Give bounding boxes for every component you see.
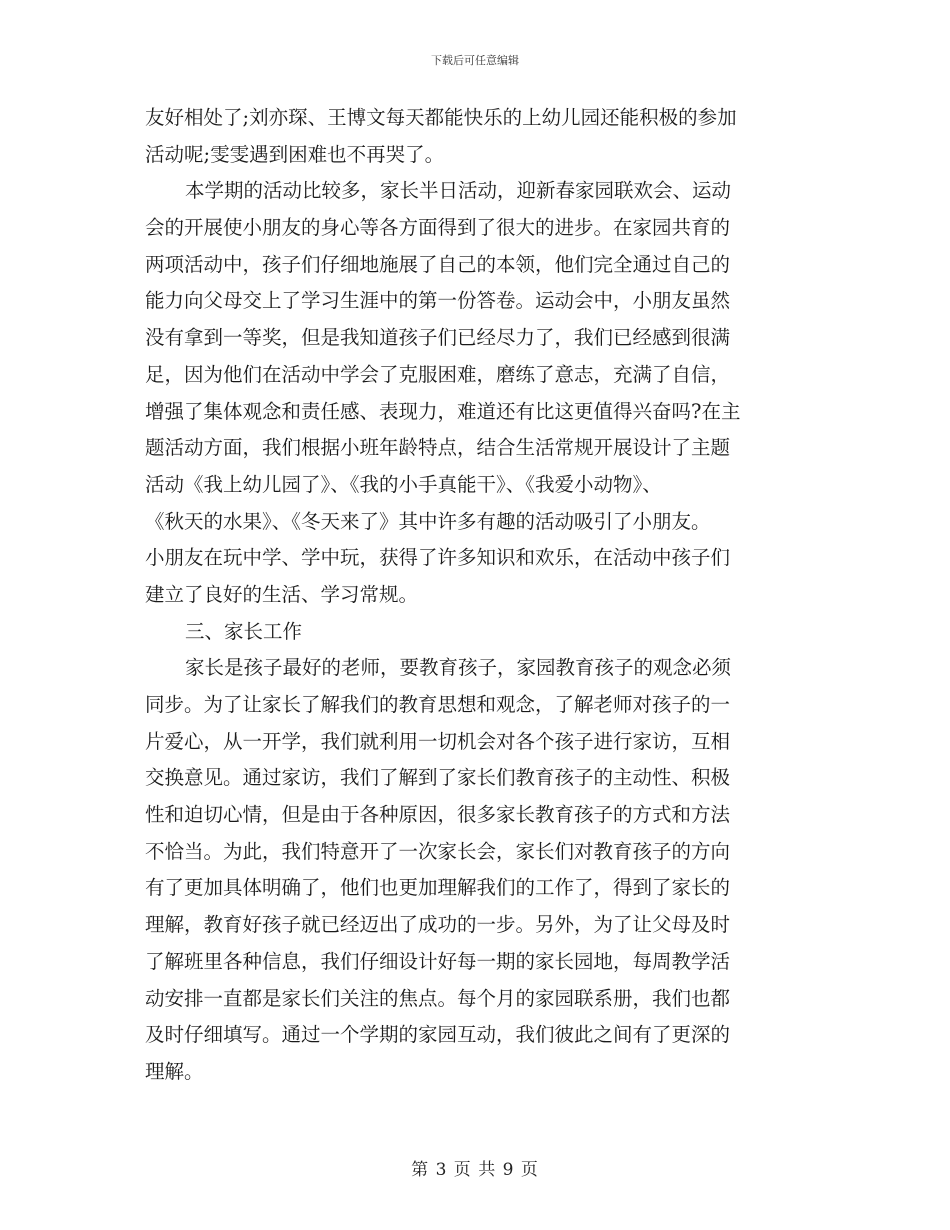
text-line: 及时仔细填写。通过一个学期的家园互动，我们彼此之间有了更深的 bbox=[145, 1023, 731, 1047]
text-line: 小朋友在玩中学、学中玩，获得了许多知识和欢乐，在活动中孩子们 bbox=[145, 546, 731, 570]
text-line: 《秋天的水果》、《冬天来了》其中许多有趣的活动吸引了小朋友。 bbox=[145, 509, 711, 533]
text-line: 会的开展使小朋友的身心等各方面得到了很大的进步。在家园共育的 bbox=[145, 216, 731, 240]
text-line: 有了更加具体明确了，他们也更加理解我们的工作了，得到了家长的 bbox=[145, 876, 731, 900]
text-line: 性和迫切心情，但是由于各种原因，很多家长教育孩子的方式和方法 bbox=[145, 803, 731, 827]
page-header: 下载后可任意编辑 bbox=[431, 54, 519, 67]
text-line: 动安排一直都是家长们关注的焦点。每个月的家园联系册，我们也都 bbox=[145, 986, 731, 1010]
text-line: 同步。为了让家长了解我们的教育思想和观念，了解老师对孩子的一 bbox=[145, 693, 731, 716]
text-line: 活动呢;雯雯遇到困难也不再哭了。 bbox=[145, 142, 445, 166]
text-line: 活动《我上幼儿园了》、《我的小手真能干》、《我爱小动物》、 bbox=[145, 472, 662, 496]
text-line: 足，因为他们在活动中学会了克服困难，磨练了意志，充满了自信， bbox=[145, 362, 731, 386]
text-line: 建立了良好的生活、学习常规。 bbox=[145, 582, 419, 606]
text-line: 友好相处了;刘亦琛、王博文每天都能快乐的上幼儿园还能积极的参加 bbox=[145, 106, 737, 129]
text-line: 理解，教育好孩子就已经迈出了成功的一步。另外，为了让父母及时 bbox=[145, 913, 731, 937]
text-line: 不恰当。为此，我们特意开了一次家长会，家长们对教育孩子的方向 bbox=[145, 839, 731, 863]
text-line: 两项活动中，孩子们仔细地施展了自己的本领，他们完全通过自己的 bbox=[145, 252, 731, 276]
text-line: 家长是孩子最好的老师，要教育孩子，家园教育孩子的观念必须 bbox=[185, 656, 732, 680]
text-line: 片爱心，从一开学，我们就利用一切机会对各个孩子进行家访，互相 bbox=[145, 729, 731, 753]
text-line: 三、家长工作 bbox=[185, 619, 303, 643]
document-body bbox=[145, 100, 813, 1091]
text-line: 交换意见。通过家访，我们了解到了家长们教育孩子的主动性、积极 bbox=[145, 766, 731, 790]
text-line: 没有拿到一等奖，但是我知道孩子们已经尽力了，我们已经感到很满 bbox=[145, 326, 731, 350]
text-line: 题活动方面，我们根据小班年龄特点，结合生活常规开展设计了主题 bbox=[145, 436, 731, 460]
text-line: 本学期的活动比较多，家长半日活动，迎新春家园联欢会、运动 bbox=[185, 179, 732, 203]
text-line: 增强了集体观念和责任感、表现力，难道还有比这更值得兴奋吗?在主 bbox=[145, 399, 741, 423]
text-line: 理解。 bbox=[145, 1059, 204, 1083]
text-line: 了解班里各种信息，我们仔细设计好每一期的家长园地，每周教学活 bbox=[145, 949, 731, 973]
text-line: 能力向父母交上了学习生涯中的第一份答卷。运动会中，小朋友虽然 bbox=[145, 289, 731, 313]
page-footer: 第 3 页 共 9 页 bbox=[411, 1160, 539, 1180]
